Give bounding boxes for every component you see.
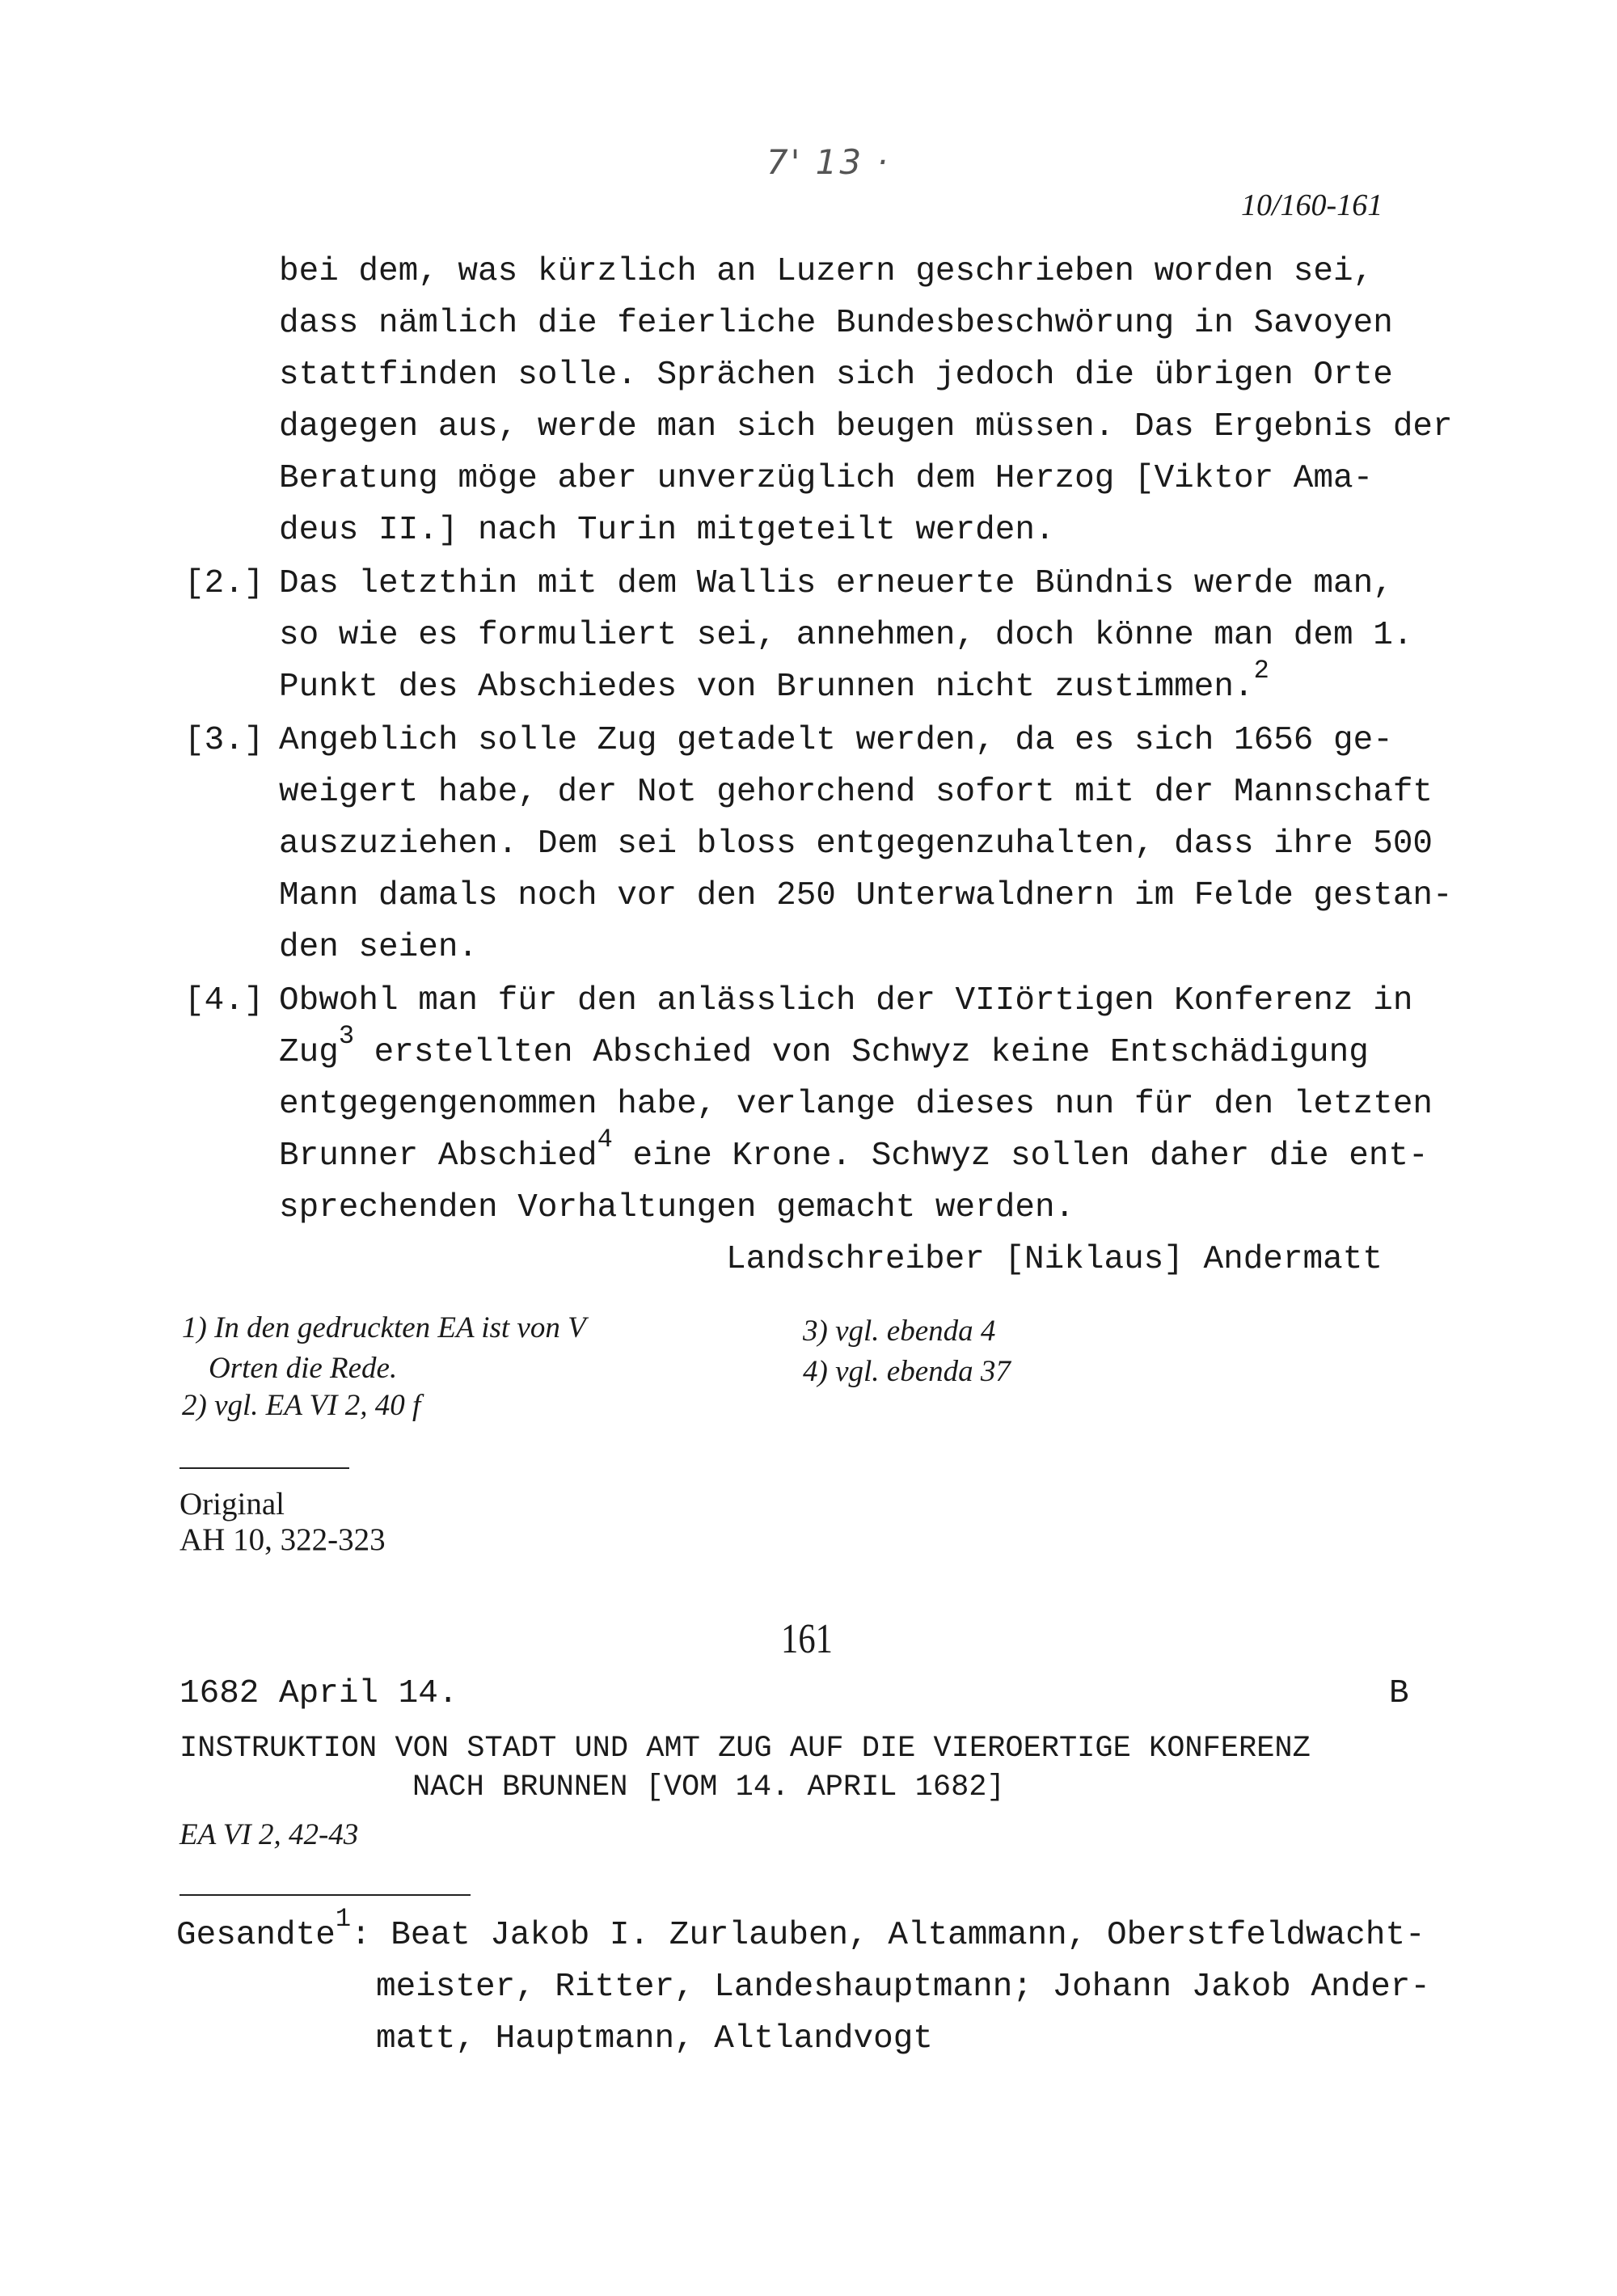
text-line bbox=[279, 656, 1269, 706]
text-line: so wie es formuliert sei, annehmen, doch könne man dem 1. bbox=[279, 617, 1413, 654]
text-fragment: Zug bbox=[279, 1034, 339, 1071]
text-line: bei dem, was kürzlich an Luzern geschrieben worden sei, bbox=[279, 253, 1374, 290]
text-fragment: eine Krone. Schwyz sollen daher die ent- bbox=[612, 1137, 1429, 1175]
text-line bbox=[279, 1021, 1369, 1071]
footnote-marker: 4 bbox=[597, 1125, 613, 1154]
text-line: Obwohl man für den anlässlich der VIIörtigen Konferenz in bbox=[279, 982, 1413, 1019]
text-line: stattfinden solle. Sprächen sich jedoch die übrigen Orte bbox=[279, 357, 1393, 394]
page-reference: 10/160-161 bbox=[1241, 188, 1383, 222]
source-reference: AH 10, 322-323 bbox=[179, 1522, 386, 1557]
footnote-marker: 3 bbox=[338, 1021, 355, 1051]
text-line: Das letzthin mit dem Wallis erneuerte Bündnis werde man, bbox=[279, 565, 1393, 602]
text-line: weigert habe, der Not gehorchend sofort mit der Mannschaft bbox=[279, 774, 1433, 811]
footnote-3: 3) vgl. ebenda 4 bbox=[803, 1315, 996, 1348]
text-line: den seien. bbox=[279, 929, 479, 966]
text-line: auszuziehen. Dem sei bloss entgegenzuhalten, dass ihre 500 bbox=[279, 825, 1433, 863]
text-line: Mann damals noch vor den 250 Unterwaldnern im Felde gestan- bbox=[279, 877, 1453, 914]
source-type: Original bbox=[179, 1487, 285, 1522]
document-title-continued: NACH BRUNNEN [VOM 14. APRIL 1682] bbox=[412, 1771, 1005, 1804]
text-line bbox=[279, 1125, 1429, 1175]
divider bbox=[179, 1894, 471, 1896]
item-number: [2.] bbox=[184, 565, 264, 602]
text-fragment: Brunner Abschied bbox=[279, 1137, 597, 1175]
text-line: entgegengenommen habe, verlange dieses nun für den letzten bbox=[279, 1086, 1433, 1123]
item-number: [3.] bbox=[184, 722, 264, 759]
text-line: Angeblich solle Zug getadelt werden, da es sich 1656 ge- bbox=[279, 722, 1393, 759]
text-fragment: : Beat Jakob I. Zurlauben, Altammann, Oberstfeldwacht- bbox=[351, 1917, 1425, 1954]
envoys-label: Gesandte bbox=[176, 1917, 336, 1954]
document-date: 1682 April 14. bbox=[179, 1675, 458, 1712]
footnote-4: 4) vgl. ebenda 37 bbox=[803, 1355, 1011, 1388]
text-fragment: erstellten Abschied von Schwyz keine Entschädigung bbox=[354, 1034, 1369, 1071]
text-line: dass nämlich die feierliche Bundesbeschwörung in Savoyen bbox=[279, 305, 1393, 342]
document-type-letter: B bbox=[1389, 1675, 1409, 1712]
text-line: dagegen aus, werde man sich beugen müssen. Das Ergebnis der bbox=[279, 408, 1453, 445]
footnote-marker: 1 bbox=[335, 1904, 352, 1934]
item-number: [4.] bbox=[184, 982, 264, 1019]
signature: Landschreiber [Niklaus] Andermatt bbox=[726, 1241, 1383, 1278]
document-title: INSTRUKTION VON STADT UND AMT ZUG AUF DIE VIEROERTIGE KONFERENZ bbox=[179, 1732, 1311, 1766]
footnote-1-continued: Orten die Rede. bbox=[209, 1352, 398, 1385]
text-line: Beratung möge aber unverzüglich dem Herzog [Viktor Ama- bbox=[279, 460, 1374, 497]
text-line: meister, Ritter, Landeshauptmann; Johann Jakob Ander- bbox=[376, 1969, 1431, 2006]
archive-mark: 7' 13 · bbox=[766, 142, 890, 182]
text-line: matt, Hauptmann, Altlandvogt bbox=[376, 2020, 933, 2058]
footnote-marker: 2 bbox=[1253, 656, 1269, 686]
text-line: deus II.] nach Turin mitgeteilt werden. bbox=[279, 512, 1055, 549]
footnote-1: 1) In den gedruckten EA ist von V bbox=[182, 1311, 586, 1344]
text-fragment: Punkt des Abschiedes von Brunnen nicht zustimmen. bbox=[279, 669, 1254, 706]
footnote-2: 2) vgl. EA VI 2, 40 f bbox=[182, 1389, 421, 1422]
document-number: 161 bbox=[781, 1616, 833, 1662]
ea-reference: EA VI 2, 42-43 bbox=[179, 1818, 359, 1851]
envoys-line bbox=[176, 1904, 1425, 1954]
text-line: sprechenden Vorhaltungen gemacht werden. bbox=[279, 1189, 1075, 1226]
divider bbox=[179, 1467, 349, 1469]
